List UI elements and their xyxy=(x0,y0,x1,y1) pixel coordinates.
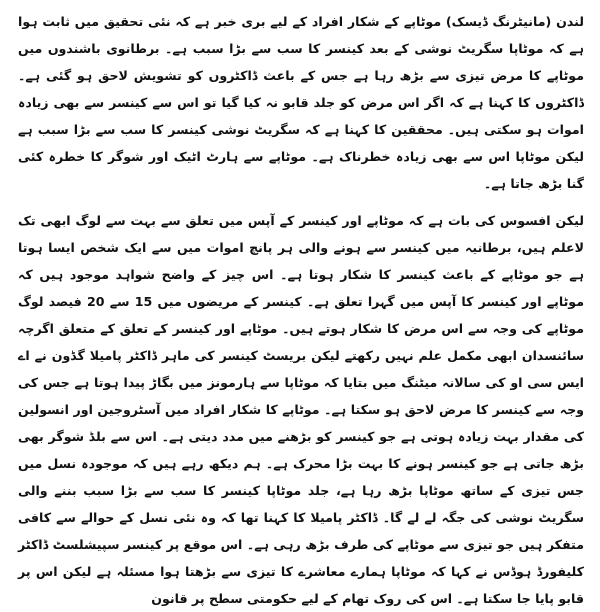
article-body xyxy=(18,8,584,612)
article-paragraph-2: لیکن افسوس کی بات ہے کہ موٹاپے اور کینسر کے آپس میں تعلق سے بہت سے لوگ ابھی تک لاعلم ہیں، برطانیہ میں کینسر سے ہونے والی ہر پانچ اموات میں سے ایک شخص ایسا ہوتا ہے جو موٹاپے کے باعث کینسر کا شکار ہوتا ہے۔ اس چیز کے واضح شواہد موجود ہیں کہ موٹاپے اور کینسر کا آپس میں گہرا تعلق ہے۔ کینسر کے مریضوں میں 15 سے 20 فیصد لوگ موٹاپے کی وجہ سے اس مرض کا شکار ہوتے ہیں۔ موٹاپے اور کینسر کے تعلق کے متعلق اگرچہ سائنسدان ابھی مکمل علم نہیں رکھتے لیکن بریسٹ کینسر کی ماہر ڈاکٹر پامیلا گڈون نے اے ایس سی او کی سالانہ میٹنگ میں بتایا کہ موٹاپا سے ہارمونز میں بگاڑ پیدا ہوتا ہے جس کی وجہ سے کینسر کا مرض لاحق ہو سکتا ہے۔ موٹاپے کا شکار افراد میں آسٹروجین اور انسولین کی مقدار بہت زیادہ ہوتی ہے جو کینسر کو بڑھنے میں مدد دیتی ہے۔ اس سے بلڈ شوگر بھی بڑھ جاتی ہے جو کینسر ہونے کا بہت بڑا محرک ہے۔ ہم دیکھ رہے ہیں کہ موجودہ نسل میں جس تیزی کے ساتھ موٹاپا بڑھ رہا ہے، جلد موٹاپا کینسر کا سب سے بڑا سبب بننے والی سگریٹ نوشی کی جگہ لے لے گا۔ ڈاکٹر پامیلا کا کہنا تھا کہ وہ نئی نسل کے حوالے سے کافی متفکر ہیں جو تیزی سے موٹاپے کی طرف بڑھ رہی ہے۔ اس موقع پر کینسر سپیشلسٹ ڈاکٹر کلیفورڈ ہوڈس نے کہا کہ موٹاپا ہمارے معاشرے کا تیزی سے بڑھتا ہوا مسئلہ ہے لیکن اس پر قابو پایا جا سکتا ہے۔ اس کی روک تھام کے لیے حکومتی سطح پر قانون xyxy=(18,213,585,606)
article-paragraph-1: لندن (مانیٹرنگ ڈیسک) موٹاپے کے شکار افراد کے لیے بری خبر ہے کہ نئی تحقیق میں ثابت ہوا ہے کہ موٹاپا سگریٹ نوشی کے بعد کینسر کا سب سے بڑا سبب ہے۔ برطانوی باشندوں میں موٹاپے کا مرض تیزی سے بڑھ رہا ہے جس کے باعث ڈاکٹروں کو تشویش لاحق ہو گئی ہے۔ ڈاکٹروں کا کہنا ہے کہ اگر اس مرض کو جلد قابو نہ کیا گیا تو اس سے کینسر سے بھی زیادہ اموات ہو سکتی ہیں۔ محققین کا کہنا ہے کہ سگریٹ نوشی کینسر کا سب سے بڑا سبب ہے لیکن موٹاپا اس سے بھی زیادہ خطرناک ہے۔ موٹاپے سے ہارٹ اٹیک اور شوگر کا خطرہ کئی گنا بڑھ جاتا ہے۔ xyxy=(18,14,584,191)
